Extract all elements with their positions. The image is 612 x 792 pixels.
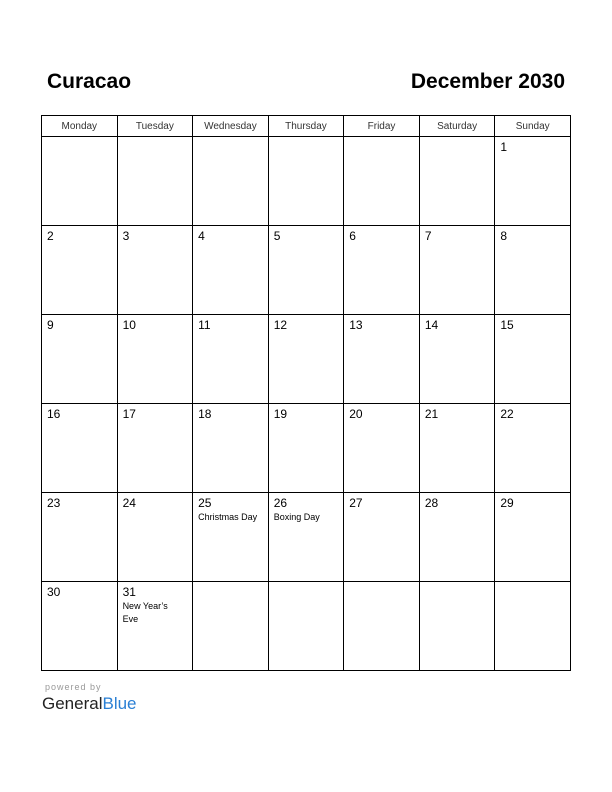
holiday-label: Boxing Day — [273, 512, 320, 522]
day-cell — [419, 493, 495, 582]
day-number: 11 — [198, 318, 211, 332]
day-number: 30 — [47, 585, 61, 599]
day-cell — [268, 404, 344, 493]
day-number: 20 — [349, 407, 363, 421]
week-row — [42, 582, 571, 671]
day-cell — [117, 137, 193, 226]
weekday-header: Friday — [344, 116, 420, 137]
day-cell — [495, 137, 571, 226]
day-cell — [117, 226, 193, 315]
weekday-header-row — [42, 116, 571, 137]
day-number: 3 — [122, 229, 130, 243]
day-cell — [268, 493, 344, 582]
week-row — [42, 493, 571, 582]
weekday-header: Sunday — [495, 116, 571, 137]
day-cell — [42, 493, 118, 582]
day-cell — [117, 582, 193, 671]
country-title: Curacao — [47, 70, 132, 93]
day-cell — [344, 137, 420, 226]
day-cell — [117, 315, 193, 404]
day-cell — [419, 226, 495, 315]
day-cell — [42, 137, 118, 226]
day-number: 19 — [273, 407, 288, 421]
day-number: 23 — [47, 496, 61, 510]
holiday-label: New Year’s Eve — [122, 601, 168, 624]
day-number: 24 — [122, 496, 136, 510]
day-number: 27 — [349, 496, 363, 510]
day-cell — [344, 404, 420, 493]
week-row — [42, 226, 571, 315]
month-year-title: December 2030 — [410, 70, 565, 93]
weekday-header: Monday — [42, 116, 118, 137]
day-cell — [268, 137, 344, 226]
day-cell — [495, 493, 571, 582]
day-cell — [42, 315, 118, 404]
day-cell — [495, 315, 571, 404]
day-cell — [419, 315, 495, 404]
day-number: 15 — [500, 318, 514, 332]
calendar-grid — [41, 115, 571, 671]
day-cell — [42, 226, 118, 315]
day-number: 25 — [198, 496, 212, 510]
day-cell — [193, 315, 269, 404]
week-row — [42, 137, 571, 226]
day-cell — [117, 404, 193, 493]
weekday-header: Tuesday — [117, 116, 193, 137]
day-number: 5 — [273, 229, 281, 243]
brand-blue-text: Blue — [102, 694, 137, 713]
day-cell — [193, 493, 269, 582]
day-number: 12 — [273, 318, 288, 332]
day-cell — [42, 582, 118, 671]
day-number: 17 — [122, 407, 136, 421]
day-number: 22 — [500, 407, 514, 421]
day-cell — [419, 582, 495, 671]
generalblue-logo[interactable] — [42, 694, 137, 714]
day-number: 31 — [122, 585, 136, 599]
day-cell — [419, 137, 495, 226]
holiday-label: Christmas Day — [198, 512, 258, 522]
day-number: 4 — [198, 229, 205, 243]
day-cell — [42, 404, 118, 493]
day-cell — [193, 404, 269, 493]
day-number: 21 — [424, 407, 439, 421]
weekday-header: Wednesday — [193, 116, 269, 137]
day-number: 14 — [424, 318, 439, 332]
day-number: 7 — [424, 229, 432, 243]
day-cell — [268, 226, 344, 315]
brand-general-text: General — [42, 694, 103, 713]
week-row — [42, 404, 571, 493]
day-cell — [268, 582, 344, 671]
day-number: 26 — [273, 496, 288, 510]
day-cell — [495, 582, 571, 671]
day-cell — [344, 493, 420, 582]
weekday-header: Thursday — [268, 116, 344, 137]
powered-by-label: powered by — [45, 682, 102, 692]
day-number: 9 — [47, 318, 54, 332]
week-row — [42, 315, 571, 404]
day-number: 10 — [122, 318, 136, 332]
day-cell — [495, 404, 571, 493]
day-cell — [193, 137, 269, 226]
day-number: 28 — [424, 496, 439, 510]
day-number: 18 — [198, 407, 212, 421]
day-number: 29 — [500, 496, 514, 510]
day-cell — [117, 493, 193, 582]
day-cell — [344, 582, 420, 671]
day-cell — [193, 582, 269, 671]
day-number: 6 — [349, 229, 356, 243]
day-number: 8 — [500, 229, 508, 243]
day-cell — [495, 226, 571, 315]
day-cell — [268, 315, 344, 404]
day-number: 13 — [349, 318, 363, 332]
day-cell — [344, 226, 420, 315]
weekday-header: Saturday — [419, 116, 495, 137]
day-cell — [419, 404, 495, 493]
day-number: 1 — [500, 140, 508, 154]
day-number: 16 — [47, 407, 61, 421]
day-number: 2 — [47, 229, 54, 243]
day-cell — [344, 315, 420, 404]
day-cell — [193, 226, 269, 315]
